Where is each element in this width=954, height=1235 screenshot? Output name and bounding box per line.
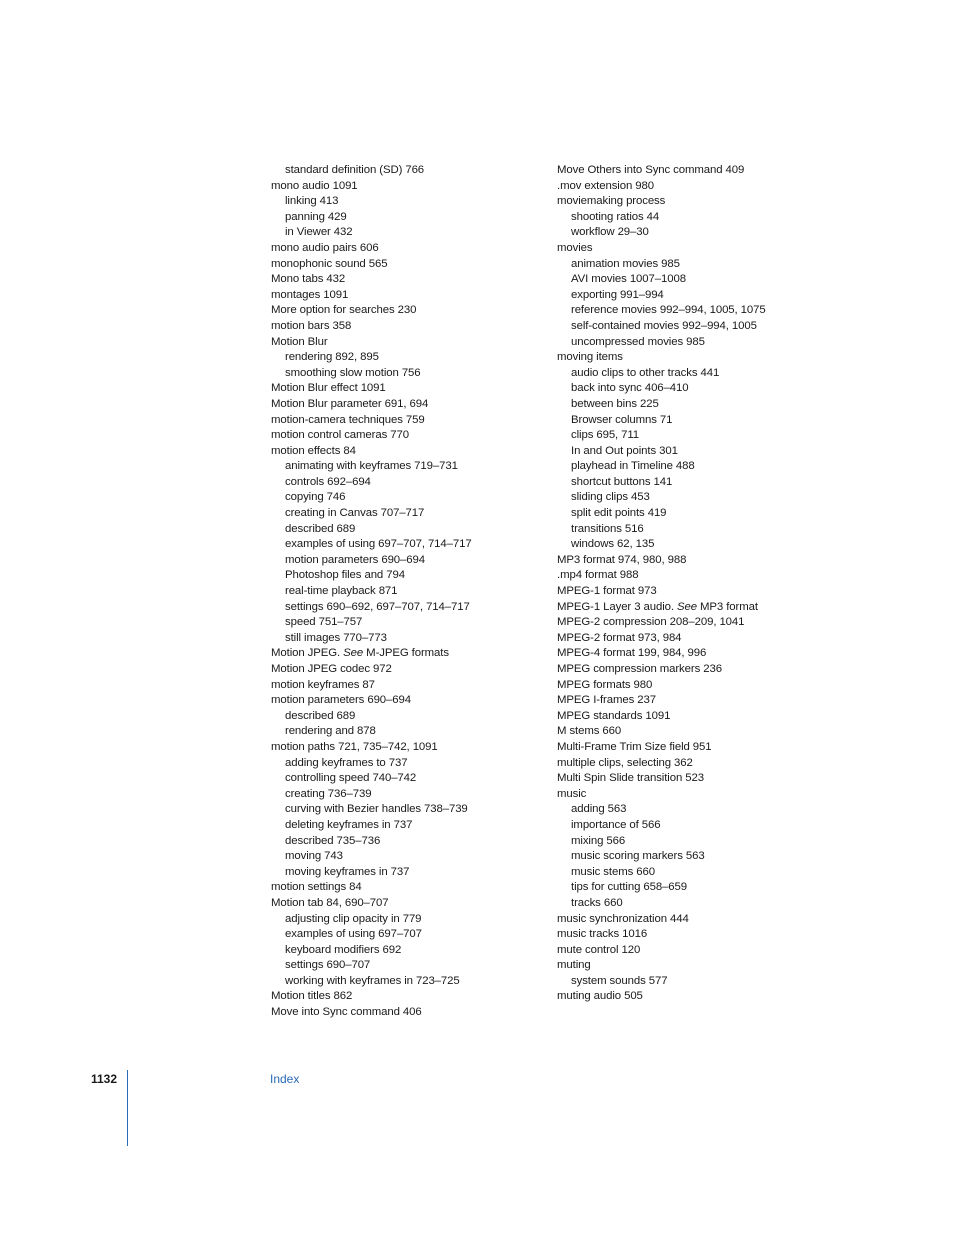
entry-text: motion parameters 690–694 (285, 553, 425, 566)
entry-text: settings 690–692, 697–707, 714–717 (285, 600, 470, 613)
entry-text: audio clips to other tracks 441 (571, 366, 720, 379)
index-subentry (271, 490, 531, 506)
index-entry (557, 927, 817, 943)
entry-text: In and Out points 301 (571, 444, 678, 457)
footer-divider (127, 1070, 128, 1146)
index-subentry (271, 771, 531, 787)
index-subentry (271, 568, 531, 584)
index-subentry (271, 912, 531, 928)
index-entry (557, 693, 817, 709)
entry-text: Photoshop files and 794 (285, 569, 405, 582)
index-entry (271, 880, 531, 896)
entry-text: Motion JPEG. (271, 647, 344, 660)
entry-text: music synchronization 444 (557, 912, 689, 925)
entry-text: motion-camera techniques 759 (271, 413, 425, 426)
entry-text: tracks 660 (571, 896, 623, 909)
entry-text: clips 695, 711 (571, 429, 640, 442)
index-entry (271, 646, 531, 662)
entry-text: Motion JPEG codec 972 (271, 663, 392, 675)
see-reference: See (677, 600, 697, 613)
entry-text: mixing 566 (571, 834, 626, 847)
index-entry (557, 584, 817, 600)
entry-text: motion effects 84 (271, 444, 356, 457)
index-subentry (271, 225, 531, 241)
index-entry (271, 428, 531, 444)
index-subentry (271, 865, 531, 881)
page-number: 1132 (91, 1072, 118, 1086)
index-entry (557, 163, 817, 179)
index-subentry (557, 865, 817, 881)
entry-text: playhead in Timeline 488 (571, 460, 695, 473)
entry-text: animating with keyframes 719–731 (285, 460, 458, 473)
entry-text: rendering and 878 (285, 725, 376, 738)
entry-text: creating 736–739 (285, 787, 372, 800)
entry-text: examples of using 697–707, 714–717 (285, 538, 472, 551)
index-subentry (271, 553, 531, 569)
entry-text: movies (557, 241, 593, 254)
entry-text: tips for cutting 658–659 (571, 881, 688, 894)
entry-text: split edit points 419 (571, 507, 667, 520)
index-subentry (271, 475, 531, 491)
index-entry (557, 615, 817, 631)
entry-text: curving with Bezier handles 738–739 (285, 803, 468, 816)
index-entry (557, 194, 817, 210)
entry-text: moving items (557, 351, 623, 364)
entry-text: system sounds 577 (571, 974, 668, 987)
entry-text: motion parameters 690–694 (271, 694, 411, 707)
index-entry (271, 444, 531, 460)
index-entry (557, 709, 817, 725)
index-subentry (271, 600, 531, 616)
entry-text: M stems 660 (557, 725, 622, 738)
index-subentry (557, 506, 817, 522)
index-subentry (271, 459, 531, 475)
entry-text: panning 429 (285, 210, 347, 223)
entry-text: settings 690–707 (285, 959, 371, 972)
entry-text: moving keyframes in 737 (285, 865, 410, 878)
entry-text: muting (557, 959, 591, 972)
index-entry (557, 553, 817, 569)
entry-text: MPEG formats 980 (557, 678, 653, 691)
entry-text: real-time playback 871 (285, 585, 398, 598)
index-subentry (557, 413, 817, 429)
entry-text: deleting keyframes in 737 (285, 818, 413, 831)
entry-text: moviemaking process (557, 195, 666, 208)
entry-text: adjusting clip opacity in 779 (285, 912, 422, 925)
index-subentry (557, 896, 817, 912)
index-subentry (271, 958, 531, 974)
index-entry (557, 568, 817, 584)
index-subentry (271, 724, 531, 740)
entry-text: Motion Blur (271, 335, 328, 348)
entry-text: shooting ratios 44 (571, 210, 660, 223)
index-entry (271, 896, 531, 912)
entry-text: examples of using 697–707 (285, 928, 422, 941)
entry-text: animation movies 985 (571, 257, 680, 270)
see-target: MP3 format (696, 600, 758, 613)
entry-text: Move Others into Sync command 409 (557, 164, 745, 176)
entry-text: Mono tabs 432 (271, 273, 346, 286)
index-subentry (271, 802, 531, 818)
entry-text: .mp4 format 988 (557, 569, 639, 582)
entry-text: Motion titles 862 (271, 990, 353, 1003)
entry-text: keyboard modifiers 692 (285, 943, 402, 956)
entry-text: adding keyframes to 737 (285, 756, 408, 769)
entry-text: motion paths 721, 735–742, 1091 (271, 740, 438, 753)
entry-text: MP3 format 974, 980, 988 (557, 553, 687, 566)
entry-text: MPEG standards 1091 (557, 709, 671, 722)
index-subentry (557, 490, 817, 506)
entry-text: Motion tab 84, 690–707 (271, 896, 389, 909)
index-entry (271, 381, 531, 397)
entry-text: working with keyframes in 723–725 (285, 974, 460, 987)
index-entry (557, 600, 817, 616)
entry-text: Browser columns 71 (571, 413, 673, 426)
entry-text: mute control 120 (557, 943, 641, 956)
index-entry (271, 662, 531, 678)
see-reference: See (343, 647, 364, 660)
entry-text: smoothing slow motion 756 (285, 366, 421, 379)
index-subentry (557, 288, 817, 304)
entry-text: described 689 (285, 709, 356, 722)
entry-text: music stems 660 (571, 865, 655, 878)
index-entry (557, 662, 817, 678)
index-entry (271, 319, 531, 335)
index-subentry (557, 335, 817, 351)
index-entry (271, 1005, 531, 1021)
entry-text: transitions 516 (571, 522, 644, 535)
entry-text: creating in Canvas 707–717 (285, 507, 425, 520)
entry-text: importance of 566 (571, 818, 661, 831)
entry-text: Move into Sync command 406 (271, 1006, 422, 1019)
entry-text: in Viewer 432 (285, 226, 353, 239)
index-subentry (271, 615, 531, 631)
entry-text: shortcut buttons 141 (571, 475, 673, 488)
index-subentry (271, 631, 531, 647)
index-subentry (271, 537, 531, 553)
index-entry (271, 740, 531, 756)
entry-text: motion control cameras 770 (271, 429, 409, 442)
index-entry (557, 241, 817, 257)
index-subentry (271, 210, 531, 226)
index-entry (557, 912, 817, 928)
entry-text: montages 1091 (271, 288, 349, 301)
index-subentry (557, 974, 817, 990)
index-entry (271, 303, 531, 319)
index-entry (557, 646, 817, 662)
index-subentry (271, 849, 531, 865)
entry-text: controls 692–694 (285, 475, 371, 488)
index-column-left (271, 163, 531, 1021)
entry-text: adding 563 (571, 803, 627, 816)
entry-text: MPEG-2 compression 208–209, 1041 (557, 616, 745, 629)
entry-text: back into sync 406–410 (571, 382, 689, 395)
index-subentry (271, 194, 531, 210)
index-entry (557, 631, 817, 647)
index-subentry (557, 818, 817, 834)
index-entry (557, 958, 817, 974)
entry-text: motion keyframes 87 (271, 678, 375, 691)
entry-text: windows 62, 135 (571, 538, 655, 551)
index-subentry (271, 709, 531, 725)
entry-text: music (557, 787, 587, 800)
index-subentry (271, 943, 531, 959)
entry-text: mono audio 1091 (271, 179, 358, 192)
index-subentry (557, 459, 817, 475)
index-subentry (557, 319, 817, 335)
index-subentry (557, 303, 817, 319)
index-subentry (271, 506, 531, 522)
index-subentry (271, 584, 531, 600)
index-entry (271, 257, 531, 273)
entry-text: Multi-Frame Trim Size field 951 (557, 740, 712, 753)
entry-text: copying 746 (285, 491, 346, 504)
entry-text: Multi Spin Slide transition 523 (557, 772, 704, 785)
index-subentry (557, 225, 817, 241)
entry-text: music scoring markers 563 (571, 850, 705, 863)
index-entry (557, 756, 817, 772)
entry-text: still images 770–773 (285, 631, 387, 644)
index-subentry (557, 257, 817, 273)
index-subentry (557, 366, 817, 382)
index-subentry (557, 802, 817, 818)
entry-text: MPEG compression markers 236 (557, 663, 722, 675)
entry-text: motion bars 358 (271, 319, 352, 332)
entry-text: More option for searches 230 (271, 304, 417, 317)
index-subentry (271, 834, 531, 850)
index-subentry (271, 787, 531, 803)
index-entry (271, 693, 531, 709)
index-entry (271, 288, 531, 304)
entry-text: workflow 29–30 (571, 226, 649, 239)
index-entry (557, 771, 817, 787)
entry-text: MPEG-4 format 199, 984, 996 (557, 647, 707, 660)
entry-text: speed 751–757 (285, 616, 363, 629)
index-subentry (557, 381, 817, 397)
index-subentry (271, 522, 531, 538)
index-subentry (557, 272, 817, 288)
index-subentry (557, 834, 817, 850)
index-entry (271, 397, 531, 413)
entry-text: rendering 892, 895 (285, 351, 379, 364)
index-entry (557, 740, 817, 756)
entry-text: monophonic sound 565 (271, 257, 388, 270)
index-entry (557, 787, 817, 803)
entry-text: controlling speed 740–742 (285, 772, 417, 785)
index-subentry (557, 428, 817, 444)
entry-text: MPEG I-frames 237 (557, 694, 656, 707)
entry-text: standard definition (SD) 766 (285, 164, 425, 176)
entry-text: .mov extension 980 (557, 179, 654, 192)
index-entry (271, 413, 531, 429)
index-subentry (271, 974, 531, 990)
entry-text: MPEG-2 format 973, 984 (557, 631, 682, 644)
entry-text: multiple clips, selecting 362 (557, 756, 693, 769)
index-subentry (271, 366, 531, 382)
entry-text: muting audio 505 (557, 990, 643, 1003)
index-subentry (557, 849, 817, 865)
index-entry (557, 179, 817, 195)
index-entry (557, 943, 817, 959)
entry-text: between bins 225 (571, 397, 659, 410)
entry-text: music tracks 1016 (557, 928, 648, 941)
index-subentry (557, 444, 817, 460)
index-entry (557, 724, 817, 740)
entry-text: MPEG-1 Layer 3 audio. (557, 600, 677, 613)
entry-text: Motion Blur effect 1091 (271, 382, 386, 395)
section-title: Index (270, 1072, 300, 1086)
entry-text: Motion Blur parameter 691, 694 (271, 397, 429, 410)
entry-text: moving 743 (285, 850, 343, 863)
index-subentry (557, 475, 817, 491)
entry-text: uncompressed movies 985 (571, 335, 705, 348)
index-entry (271, 272, 531, 288)
index-subentry (271, 927, 531, 943)
entry-text: exporting 991–994 (571, 288, 664, 301)
index-subentry (557, 210, 817, 226)
entry-text: motion settings 84 (271, 881, 362, 894)
index-subentry (271, 350, 531, 366)
index-entry (557, 350, 817, 366)
index-subentry (271, 756, 531, 772)
index-subentry (271, 163, 531, 179)
index-subentry (271, 818, 531, 834)
index-entry (271, 179, 531, 195)
index-entry (271, 678, 531, 694)
index-entry (271, 335, 531, 351)
index-entry (271, 989, 531, 1005)
index-column-right (557, 163, 817, 1005)
entry-text: mono audio pairs 606 (271, 241, 379, 254)
entry-text: MPEG-1 format 973 (557, 585, 657, 598)
entry-text: linking 413 (285, 195, 339, 208)
entry-text: described 735–736 (285, 834, 381, 847)
entry-text: self-contained movies 992–994, 1005 (571, 319, 757, 332)
index-subentry (557, 397, 817, 413)
index-entry (271, 241, 531, 257)
see-target: M-JPEG formats (363, 647, 449, 660)
index-subentry (557, 522, 817, 538)
index-entry (557, 989, 817, 1005)
index-entry (557, 678, 817, 694)
entry-text: reference movies 992–994, 1005, 1075 (571, 304, 766, 317)
index-subentry (557, 880, 817, 896)
entry-text: described 689 (285, 522, 356, 535)
index-subentry (557, 537, 817, 553)
entry-text: sliding clips 453 (571, 491, 650, 504)
entry-text: AVI movies 1007–1008 (571, 273, 686, 286)
